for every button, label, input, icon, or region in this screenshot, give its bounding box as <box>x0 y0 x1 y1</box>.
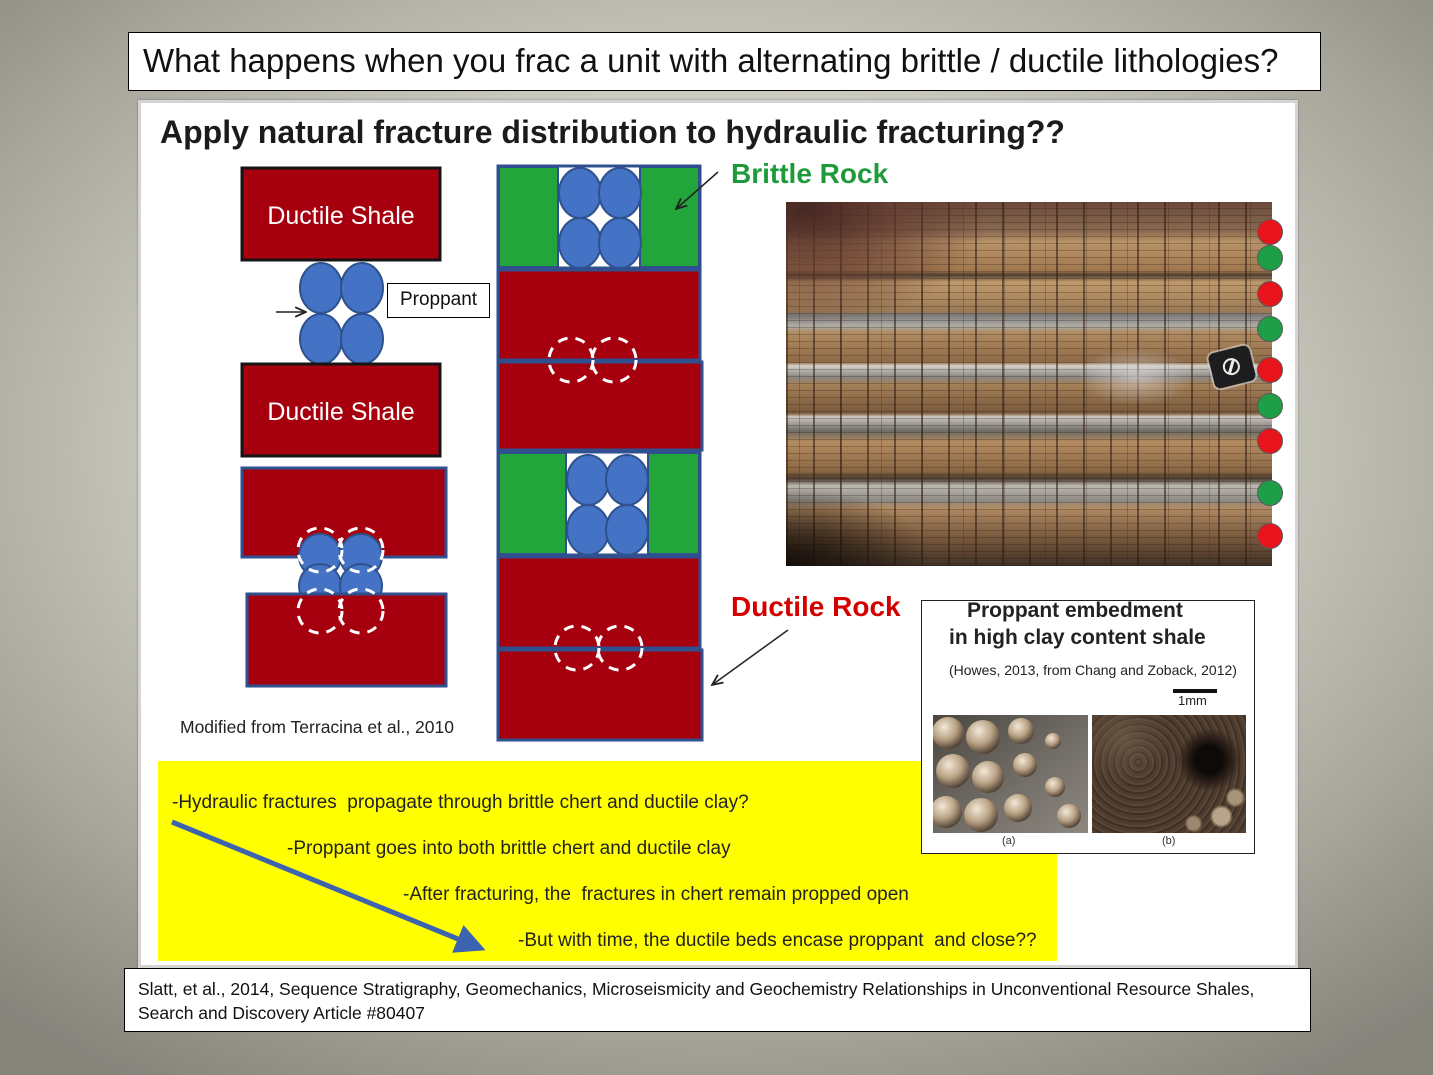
proppant-grain <box>933 717 964 749</box>
brittle-rock-right-lower <box>648 453 699 554</box>
ductile-shale-bottom-label: Ductile Shale <box>267 398 415 426</box>
proppant-grain <box>1057 804 1081 828</box>
ductile-rock-label: Ductile Rock <box>731 591 901 622</box>
scale-label: 1mm <box>1178 693 1207 708</box>
panel-heading: Apply natural fracture distribution to hydraulic fracturing?? <box>160 114 1065 150</box>
ductile-rock-arrow <box>712 630 788 685</box>
embedded-proppant-diagram <box>242 468 446 686</box>
proppant-grain <box>341 263 383 313</box>
proppant-grain <box>567 505 609 555</box>
proppant-grain <box>300 314 342 364</box>
proppant-grain <box>966 720 1000 754</box>
summary-step-4: -But with time, the ductile beds encase proppant and close?? <box>518 930 1037 951</box>
ductile-layer-4 <box>498 650 702 740</box>
summary-step-1: -Hydraulic fractures propagate through brittle chert and ductile clay? <box>172 792 749 813</box>
summary-step-3: -After fracturing, the fractures in chert remain propped open <box>403 884 909 905</box>
lithology-marker <box>1257 316 1283 342</box>
layered-column-diagram <box>498 166 702 740</box>
brittle-rock-right-upper <box>640 167 699 267</box>
proppant-grain <box>606 505 648 555</box>
proppant-grain <box>341 314 383 364</box>
proppant-grain <box>559 218 601 268</box>
ductile-layer-3 <box>498 557 700 648</box>
lithology-marker <box>1257 428 1283 454</box>
inset-title-line1: Proppant embedment <box>967 599 1183 622</box>
brittle-rock-left-lower <box>499 453 566 554</box>
lithology-marker <box>1257 281 1283 307</box>
diagram-source-note: Modified from Terracina et al., 2010 <box>180 717 454 737</box>
panel-a-label: (a) <box>1002 835 1016 847</box>
panel-b-label: (b) <box>1162 835 1176 847</box>
proppant-grain <box>567 455 609 505</box>
proppant-grain <box>599 218 641 268</box>
inset-source: (Howes, 2013, from Chang and Zoback, 2012) <box>949 662 1237 678</box>
lithology-marker <box>1257 219 1283 245</box>
proppant-label: Proppant <box>387 283 490 318</box>
proppant-grain <box>1045 777 1065 797</box>
lithology-marker <box>1257 357 1283 383</box>
inset-title-line2: in high clay content shale <box>949 626 1206 649</box>
brittle-rock-left-upper <box>499 167 558 267</box>
slide-title: What happens when you frac a unit with alternating brittle / ductile lithologies? <box>143 42 1279 79</box>
proppant-grain <box>1013 753 1037 777</box>
citation-line-2: Search and Discovery Article #80407 <box>138 1003 425 1023</box>
lithology-marker <box>1257 245 1283 271</box>
proppant-grain <box>972 761 1004 793</box>
proppant-grain <box>559 168 601 218</box>
lithology-marker <box>1257 393 1283 419</box>
ductile-layer-1 <box>498 270 700 360</box>
lithology-marker <box>1257 480 1283 506</box>
proppant-grain <box>936 754 970 788</box>
proppant-grain <box>1004 794 1032 822</box>
slide-title-box <box>128 32 1321 91</box>
citation-box <box>124 968 1311 1032</box>
ductile-shale-top-label: Ductile Shale <box>267 202 415 230</box>
proppant-embedment-inset <box>921 600 1255 854</box>
proppant-grain <box>1045 733 1061 749</box>
proppant-grain <box>964 798 998 832</box>
lithology-marker <box>1257 523 1283 549</box>
brittle-rock-label: Brittle Rock <box>731 158 889 189</box>
citation-line-1: Slatt, et al., 2014, Sequence Stratigraphy, Geomechanics, Microseismicity and Geochemistry Relationships in Unconventional Resource Shales, <box>138 979 1255 999</box>
proppant-grain <box>1008 718 1034 744</box>
proppant-grain <box>606 455 648 505</box>
ductile-lower-block <box>247 594 446 686</box>
outcrop-photo <box>786 202 1272 566</box>
proppant-grain <box>300 263 342 313</box>
fracture-diagrams <box>230 160 800 750</box>
embedment-photo-a <box>933 715 1088 833</box>
embedment-photo-b <box>1092 715 1246 833</box>
ductile-layer-2 <box>498 362 702 450</box>
summary-step-2: -Proppant goes into both brittle chert and ductile clay <box>287 838 731 859</box>
proppant-grain <box>599 168 641 218</box>
